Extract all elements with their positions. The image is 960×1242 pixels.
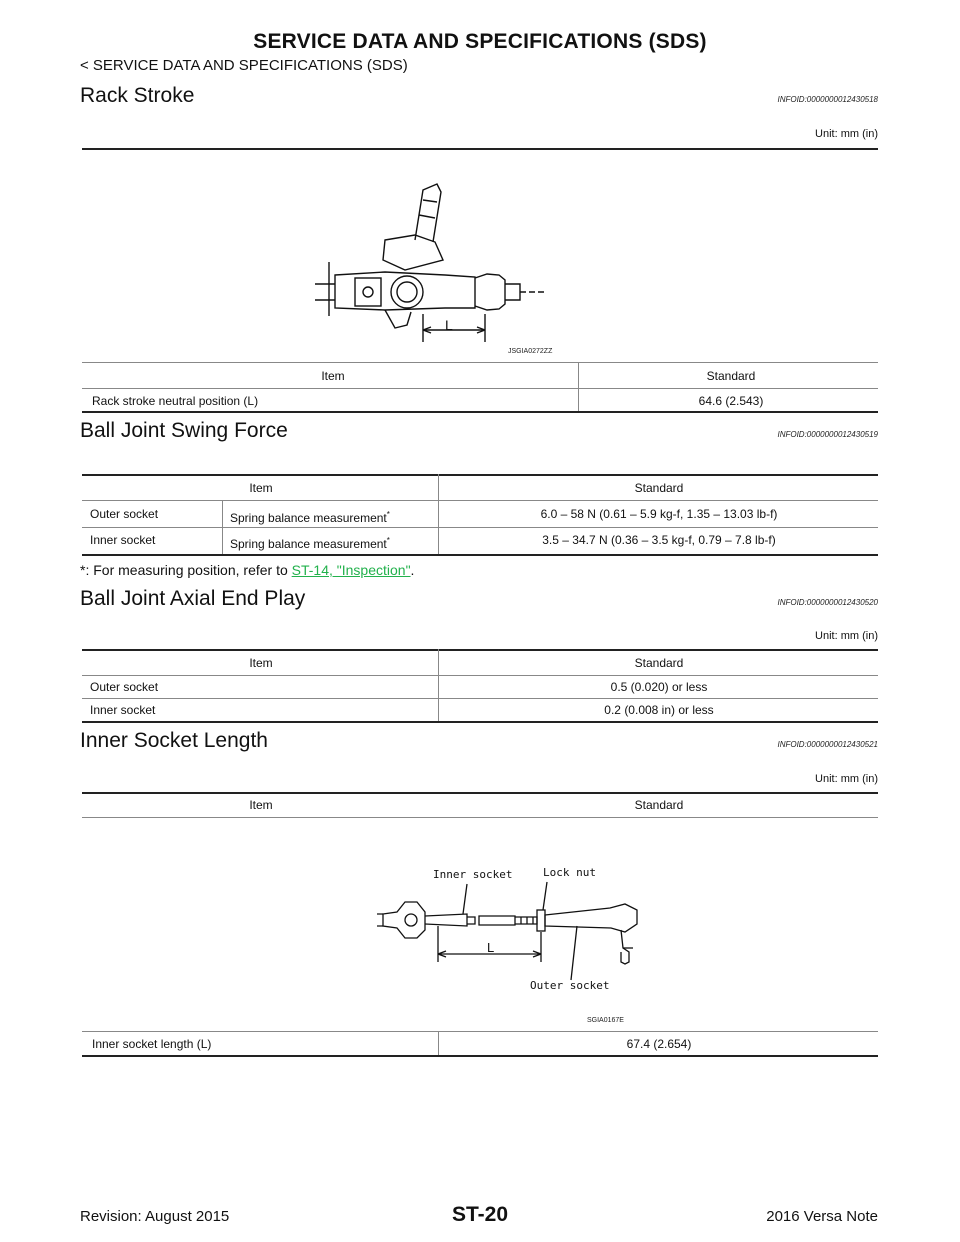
table-bottom-rule	[82, 1055, 878, 1057]
row-item-inner: Inner socket	[90, 703, 156, 717]
infoid-socket-length: INFOID:0000000012430521	[777, 740, 878, 749]
table-divider	[438, 1031, 439, 1056]
unit-label-rack-stroke: Unit: mm (in)	[815, 128, 878, 140]
table-row-divider	[82, 698, 878, 699]
row-method-inner: Spring balance measurement*	[230, 536, 390, 551]
section-heading-axial-play: Ball Joint Axial End Play	[80, 587, 306, 610]
table-bottom-rule	[82, 554, 878, 556]
inspection-link[interactable]: ST-14, "Inspection"	[291, 562, 411, 578]
table-top-rule	[82, 649, 878, 651]
row-socket-inner: Inner socket	[90, 533, 156, 547]
label-inner-socket: Inner socket	[433, 868, 513, 881]
rack-stroke-figure	[315, 180, 555, 350]
table-divider	[578, 362, 579, 412]
breadcrumb[interactable]: < SERVICE DATA AND SPECIFICATIONS (SDS)	[80, 57, 408, 74]
col-header-item: Item	[249, 656, 273, 670]
row-value-inner: 0.2 (0.008 in) or less	[604, 703, 714, 717]
label-lock-nut: Lock nut	[543, 866, 596, 879]
table-row-divider	[82, 817, 878, 818]
row-value-rack-stroke: 64.6 (2.543)	[698, 394, 764, 408]
row-value-socket-length: 67.4 (2.654)	[626, 1037, 692, 1051]
table-top-rule	[82, 792, 878, 794]
figure-code-socket: SGIA0167E	[587, 1017, 624, 1024]
label-outer-socket: Outer socket	[530, 979, 610, 992]
inner-socket-figure	[375, 862, 665, 997]
table-top-rule	[82, 474, 878, 476]
row-value-outer: 0.5 (0.020) or less	[610, 680, 708, 694]
row-item-rack-stroke: Rack stroke neutral position (L)	[92, 394, 259, 408]
section-heading-swing-force: Ball Joint Swing Force	[80, 419, 288, 442]
figure-code-rack: JSGIA0272ZZ	[508, 348, 553, 355]
col-header-standard: Standard	[634, 481, 684, 495]
table-row-divider	[82, 1031, 878, 1032]
table-divider	[438, 474, 439, 555]
section-heading-socket-length: Inner Socket Length	[80, 729, 268, 752]
model-name: 2016 Versa Note	[766, 1208, 878, 1225]
table-divider	[438, 649, 439, 722]
table-row-divider	[82, 500, 878, 501]
infoid-swing-force: INFOID:0000000012430519	[777, 430, 878, 439]
infoid-axial-play: INFOID:0000000012430520	[777, 598, 878, 607]
row-item-outer: Outer socket	[90, 680, 159, 694]
row-method-outer: Spring balance measurement*	[230, 510, 390, 525]
footnote: *: For measuring position, refer to ST-14, "Inspection".	[80, 562, 415, 578]
revision-date: Revision: August 2015	[80, 1208, 230, 1225]
table-row-divider	[82, 527, 878, 528]
unit-label-axial-play: Unit: mm (in)	[815, 630, 878, 642]
dimension-label-L: L	[487, 940, 495, 955]
row-item-socket-length: Inner socket length (L)	[92, 1037, 212, 1051]
page-title: SERVICE DATA AND SPECIFICATIONS (SDS)	[253, 30, 707, 53]
page-number: ST-20	[451, 1203, 509, 1226]
infoid-rack-stroke: INFOID:0000000012430518	[777, 95, 878, 104]
table-row-divider	[82, 388, 878, 389]
col-header-standard: Standard	[634, 656, 684, 670]
table-header-top	[82, 362, 878, 363]
table-bottom-rule	[82, 411, 878, 413]
col-header-item: Item	[249, 481, 273, 495]
unit-label-socket-length: Unit: mm (in)	[815, 773, 878, 785]
table-row-divider	[82, 675, 878, 676]
col-header-item: Item	[249, 798, 273, 812]
row-value-outer: 6.0 – 58 N (0.61 – 5.9 kg-f, 1.35 – 13.03 lb-f)	[540, 507, 778, 521]
col-header-item: Item	[321, 369, 345, 383]
col-header-standard: Standard	[634, 798, 684, 812]
table-top-rule	[82, 148, 878, 150]
dimension-label-L: L	[445, 317, 453, 333]
row-value-inner: 3.5 – 34.7 N (0.36 – 3.5 kg-f, 0.79 – 7.8 lb-f)	[542, 533, 776, 547]
row-socket-outer: Outer socket	[90, 507, 159, 521]
section-heading-rack-stroke: Rack Stroke	[80, 84, 195, 107]
col-header-standard: Standard	[706, 369, 756, 383]
table-bottom-rule	[82, 721, 878, 723]
